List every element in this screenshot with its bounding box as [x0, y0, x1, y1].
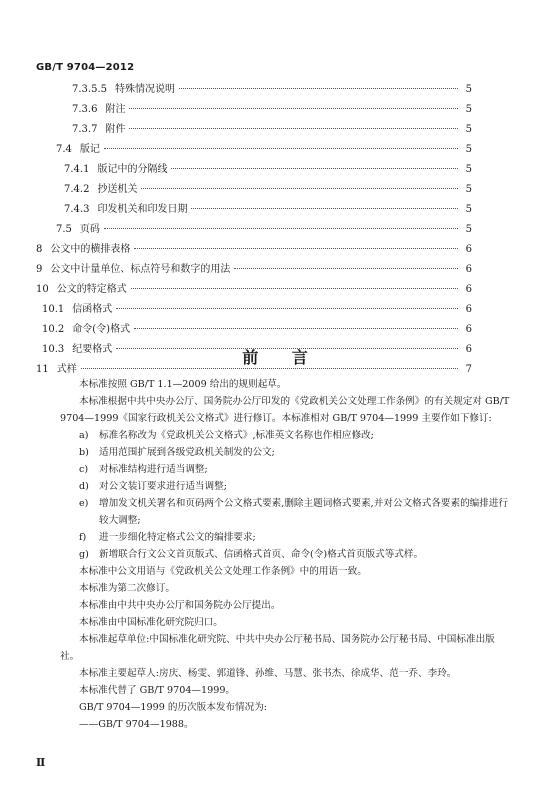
toc-title: 公文中的横排表格 — [50, 244, 131, 255]
preface-paragraph: 本标准代替了 GB/T 9704—1999。 — [79, 685, 236, 696]
toc-title: 印发机关和印发日期 — [97, 204, 188, 215]
toc-page: 6 — [465, 344, 472, 355]
toc-page: 6 — [465, 324, 472, 335]
preface-paragraph: 本标准由中共中央办公厅和国务院办公厅提出。 — [79, 600, 281, 611]
toc-number: 10.3 — [42, 344, 65, 355]
revision-list-item — [60, 427, 512, 444]
toc-leader-dots — [141, 188, 458, 189]
toc-page: 5 — [465, 124, 472, 135]
toc-title: 附件 — [105, 124, 126, 135]
list-label: a) — [79, 430, 89, 441]
toc-page: 5 — [465, 184, 472, 195]
toc-entry[interactable] — [36, 284, 472, 296]
preface-paragraph: 本标准由中国标准化研究院归口。 — [79, 617, 223, 628]
toc-number: 7.4 — [56, 144, 72, 155]
list-label: d) — [79, 481, 89, 492]
toc-leader-dots — [179, 88, 458, 89]
preface-paragraph: 本标准起草单位:中国标准化研究院、中共中央办公厅秘书局、国务院办公厅秘书局、中国标准出版社。 — [60, 634, 495, 662]
toc-number: 7.4.2 — [64, 184, 90, 195]
toc-leader-dots — [129, 128, 458, 129]
toc-title: 公文中计量单位、标点符号和数字的用法 — [50, 264, 231, 275]
revision-list-item — [60, 546, 512, 563]
toc-leader-dots — [134, 328, 458, 329]
toc-title: 纪要格式 — [72, 344, 113, 355]
toc-entry[interactable] — [42, 304, 472, 316]
toc-number: 11 — [36, 364, 49, 375]
list-label: g) — [79, 549, 89, 560]
toc-title: 命令(令)格式 — [72, 324, 131, 335]
toc-leader-dots — [131, 288, 458, 289]
revision-list-item — [60, 529, 512, 546]
toc-title: 版记 — [79, 144, 100, 155]
preface-paragraph: 本标准为第二次修订。 — [79, 583, 175, 594]
toc-page: 6 — [465, 284, 472, 295]
list-label: e) — [79, 498, 89, 509]
toc-entry[interactable] — [64, 204, 472, 216]
page-number: Ⅱ — [36, 756, 46, 769]
list-text: 进一步细化特定格式公文的编排要求; — [99, 532, 256, 543]
toc-entry[interactable] — [36, 244, 472, 256]
toc-page: 5 — [465, 224, 472, 235]
preface-body — [60, 376, 512, 733]
preface-paragraph: ——GB/T 9704—1988。 — [79, 719, 194, 730]
toc-title: 特殊情况说明 — [115, 84, 175, 95]
toc-leader-dots — [116, 308, 458, 309]
revision-list-item — [60, 444, 512, 461]
toc-number: 7.3.5.5 — [72, 84, 107, 95]
toc-number: 9 — [36, 264, 43, 275]
toc-entry[interactable] — [56, 144, 472, 156]
list-label: c) — [79, 464, 89, 475]
toc-page: 6 — [465, 304, 472, 315]
toc-title: 版记中的分隔线 — [97, 164, 168, 175]
toc-leader-dots — [81, 368, 458, 369]
preface-paragraph: GB/T 9704—1999 的历次版本发布情况为: — [79, 702, 268, 713]
preface-paragraph: 本标准主要起草人:房庆、杨雯、郭道锋、孙维、马慧、张书杰、徐成华、范一乔、李玲。 — [79, 668, 457, 679]
list-text: 新增联合行文公文首页版式、信函格式首页、命令(令)格式首页版式等式样。 — [99, 549, 424, 560]
toc-page: 5 — [465, 84, 472, 95]
toc-page: 5 — [465, 104, 472, 115]
list-text: 适用范围扩展到各级党政机关制发的公文; — [99, 447, 275, 458]
revision-list-item — [60, 478, 512, 495]
toc-entry[interactable] — [72, 84, 472, 96]
toc-leader-dots — [104, 148, 458, 149]
toc-entry[interactable] — [72, 104, 472, 116]
toc-number: 10.1 — [42, 304, 65, 315]
toc-number: 7.5 — [56, 224, 72, 235]
toc-entry[interactable] — [36, 264, 472, 276]
list-label: b) — [79, 447, 89, 458]
toc-leader-dots — [171, 168, 458, 169]
list-text: 标准名称改为《党政机关公文格式》,标准英文名称也作相应修改; — [99, 430, 374, 441]
toc-number: 7.4.3 — [64, 204, 90, 215]
toc-entry[interactable] — [64, 164, 472, 176]
toc-page: 6 — [465, 244, 472, 255]
toc-entry[interactable] — [56, 224, 472, 236]
toc-title: 信函格式 — [72, 304, 113, 315]
preface-paragraph: 本标准根据中共中央办公厅、国务院办公厅印发的《党政机关公文处理工作条例》的有关规定对 GB/T 9704—1999《国家行政机关公文格式》进行修订。本标准相对 GB/T 9704—1999 主要作如下修订: — [60, 396, 510, 424]
toc-page: 6 — [465, 264, 472, 275]
list-text: 增加发文机关署名和页码两个公文格式要素,删除主题词格式要素,并对公文格式各要素的编排进行较大调整; — [99, 498, 509, 526]
toc-entry[interactable] — [42, 324, 472, 336]
toc-leader-dots — [134, 248, 458, 249]
preface-paragraph: 本标准中公文用语与《党政机关公文处理工作条例》中的用语一致。 — [79, 566, 367, 577]
toc-number: 8 — [36, 244, 43, 255]
toc-title: 附注 — [105, 104, 126, 115]
toc-number: 10 — [36, 284, 49, 295]
toc-leader-dots — [129, 108, 458, 109]
revision-list-item — [60, 495, 512, 529]
toc-leader-dots — [104, 228, 458, 229]
preface-title: 前 言 — [242, 348, 322, 367]
list-label: f) — [79, 532, 87, 543]
list-text: 对公文装订要求进行适当调整; — [99, 481, 227, 492]
toc-entry[interactable] — [72, 124, 472, 136]
revision-list-item — [60, 461, 512, 478]
toc-title: 抄送机关 — [97, 184, 138, 195]
toc-number: 7.4.1 — [64, 164, 90, 175]
preface-paragraph: 本标准按照 GB/T 1.1—2009 给出的规则起草。 — [79, 379, 287, 390]
standard-code-header: GB/T 9704—2012 — [36, 62, 135, 73]
toc-title: 式样 — [56, 364, 77, 375]
toc-page: 5 — [465, 164, 472, 175]
toc-leader-dots — [234, 268, 458, 269]
toc-number: 7.3.7 — [72, 124, 98, 135]
toc-title: 页码 — [79, 224, 100, 235]
list-text: 对标准结构进行适当调整; — [99, 464, 208, 475]
toc-leader-dots — [191, 208, 458, 209]
toc-entry[interactable] — [64, 184, 472, 196]
toc-number: 7.3.6 — [72, 104, 98, 115]
toc-page: 5 — [465, 204, 472, 215]
toc-number: 10.2 — [42, 324, 65, 335]
toc-title: 公文的特定格式 — [56, 284, 127, 295]
toc-page: 7 — [465, 364, 472, 375]
toc-page: 5 — [465, 144, 472, 155]
